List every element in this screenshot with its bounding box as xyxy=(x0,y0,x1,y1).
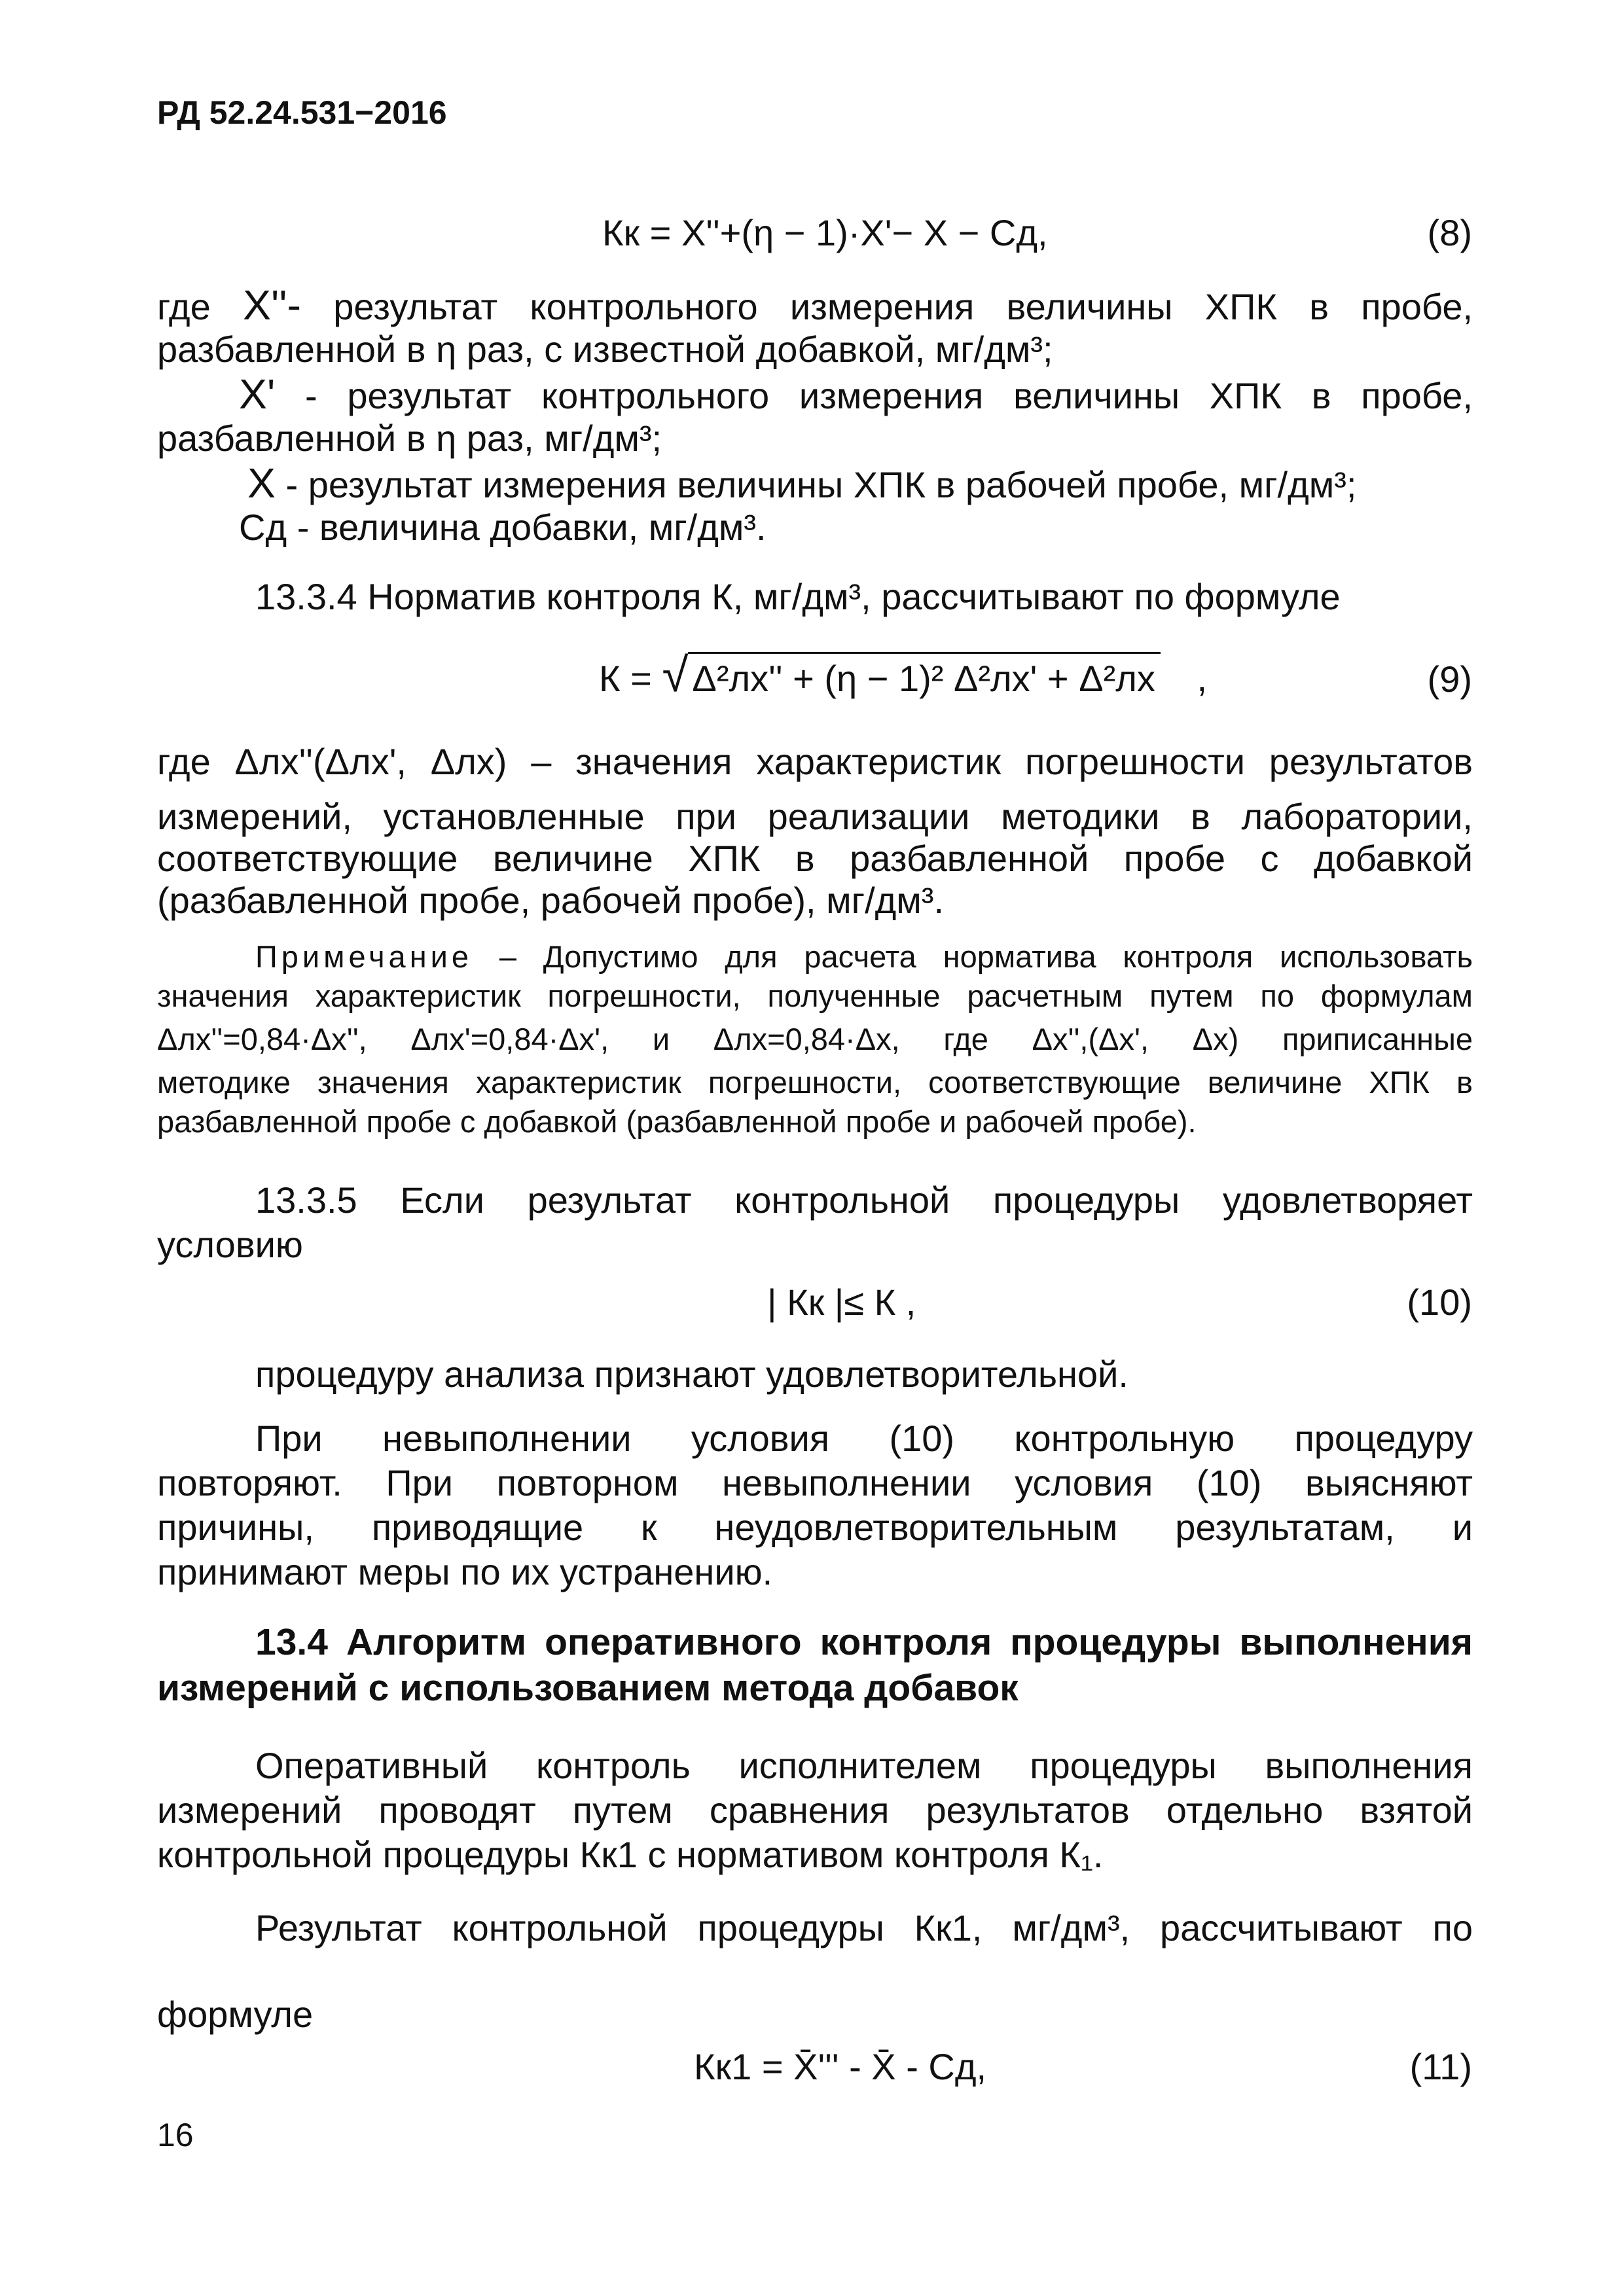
note-line-2: значения характеристик погрешности, полученные расчетным путем по формулам xyxy=(157,978,1473,1013)
formula-9-radicand: Δ²лх'' + (η − 1)² Δ²лх' + Δ²лх xyxy=(688,652,1161,701)
section-heading-13-4-line-2: измерений с использованием метода добавок xyxy=(157,1667,1019,1709)
def-9-line-1: где Δлх''(Δлх', Δлх) – значения характеристик погрешности результатов xyxy=(157,741,1473,782)
paragraph-oper-line-1: Оперативный контроль исполнителем процедуры выполнения xyxy=(255,1745,1473,1786)
formula-9-tail: , xyxy=(1197,658,1208,699)
symbol-delta-group: Δлх''(Δлх', Δлх) xyxy=(234,741,507,782)
paragraph-oper-line-2: измерений проводят путем сравнения результатов отдельно взятой xyxy=(157,1789,1473,1831)
paragraph-repeat-line-4: принимают меры по их устранению. xyxy=(157,1551,773,1592)
paragraph-repeat-line-1: При невыполнении условия (10) контрольную процедуру xyxy=(255,1418,1473,1459)
paragraph-13-3-5-line-1: 13.3.5 Если результат контрольной процедуры удовлетворяет xyxy=(255,1179,1473,1221)
symbol-x: Х xyxy=(247,459,276,507)
paragraph-result-line-2: формуле xyxy=(157,1994,314,2035)
formula-8-number: (8) xyxy=(1427,212,1472,253)
note-label: Примечание xyxy=(255,939,473,974)
formula-10-expression: | Кк |≤ К , xyxy=(767,1282,916,1323)
note-line-3: Δлх''=0,84·Δх'', Δлх'=0,84·Δх', и Δлх=0,84·Δх, где Δх'',(Δх', Δх) приписанные xyxy=(157,1022,1473,1056)
def-8-line-6: Сд - величина добавки, мг/дм³. xyxy=(239,507,767,548)
formula-9-lhs: К = xyxy=(599,658,652,699)
formula-10-number: (10) xyxy=(1407,1282,1472,1323)
note-line-4: методике значения характеристик погрешности, соответствующие величине ХПК в xyxy=(157,1065,1473,1100)
paragraph-result-line-1: Результат контрольной процедуры Кк1, мг/дм³, рассчитывают по xyxy=(255,1907,1473,1948)
section-heading-13-4-line-1: 13.4 Алгоритм оперативного контроля процедуры выполнения xyxy=(255,1621,1473,1663)
formula-9 xyxy=(599,649,1208,702)
paragraph-accept: процедуру анализа признают удовлетворительной. xyxy=(255,1354,1128,1395)
formula-8 xyxy=(602,211,1048,255)
def-8-line-3: Х' - результат контрольного измерения величины ХПК в пробе, xyxy=(239,370,1473,418)
def-9-line-4: (разбавленной пробе, рабочей пробе), мг/дм³. xyxy=(157,880,945,921)
symbol-x-prime: Х' xyxy=(239,370,276,418)
paragraph-repeat-line-2: повторяют. При повторном невыполнении условия (10) выясняют xyxy=(157,1462,1473,1503)
def-8-line-5: Х - результат измерения величины ХПК в рабочей пробе, мг/дм³; xyxy=(247,459,1357,507)
note-block xyxy=(157,937,1473,1141)
paragraph-repeat-line-3: причины, приводящие к неудовлетворительным результатам, и xyxy=(157,1507,1473,1548)
paragraph-13-3-4: 13.3.4 Норматив контроля К, мг/дм³, рассчитывают по формуле xyxy=(255,576,1341,617)
def-9-line-3: соответствующие величине ХПК в разбавленной пробе с добавкой xyxy=(157,838,1473,879)
symbol-cd: Сд xyxy=(239,507,287,548)
formula-11-number: (11) xyxy=(1409,2046,1472,2087)
symbol-x-double-prime: Х''- xyxy=(243,281,301,329)
page-number: 16 xyxy=(157,2117,194,2153)
formula-8-expression: Кк = Х''+(η − 1)·Х'− Х − Сд, xyxy=(602,212,1048,253)
paragraph-13-3-5-line-2: условию xyxy=(157,1224,303,1265)
document-code: РД 52.24.531−2016 xyxy=(157,94,447,131)
note-line-1: Примечание – Допустимо для расчета норматива контроля использовать xyxy=(255,939,1473,974)
def-8-line-4: разбавленной в η раз, мг/дм³; xyxy=(157,418,662,459)
def-9-line-2: измерений, установленные при реализации методики в лаборатории, xyxy=(157,796,1473,837)
formula-10 xyxy=(767,1280,916,1325)
def-8-line-1: где Х''- результат контрольного измерения величины ХПК в пробе, xyxy=(157,281,1473,329)
formula-11 xyxy=(694,2045,986,2089)
def-8-line-2: разбавленной в η раз, с известной добавкой, мг/дм³; xyxy=(157,329,1053,370)
formula-11-expression: Кк1 = X̄''' - X̄ - Сд, xyxy=(694,2046,987,2087)
paragraph-oper-line-3: контрольной процедуры Кк1 с нормативом контроля К₁. xyxy=(157,1834,1104,1875)
sqrt-icon: √ xyxy=(662,649,689,702)
formula-9-number: (9) xyxy=(1427,658,1472,700)
note-line-5: разбавленной пробе с добавкой (разбавленной пробе и рабочей пробе). xyxy=(157,1104,1197,1139)
